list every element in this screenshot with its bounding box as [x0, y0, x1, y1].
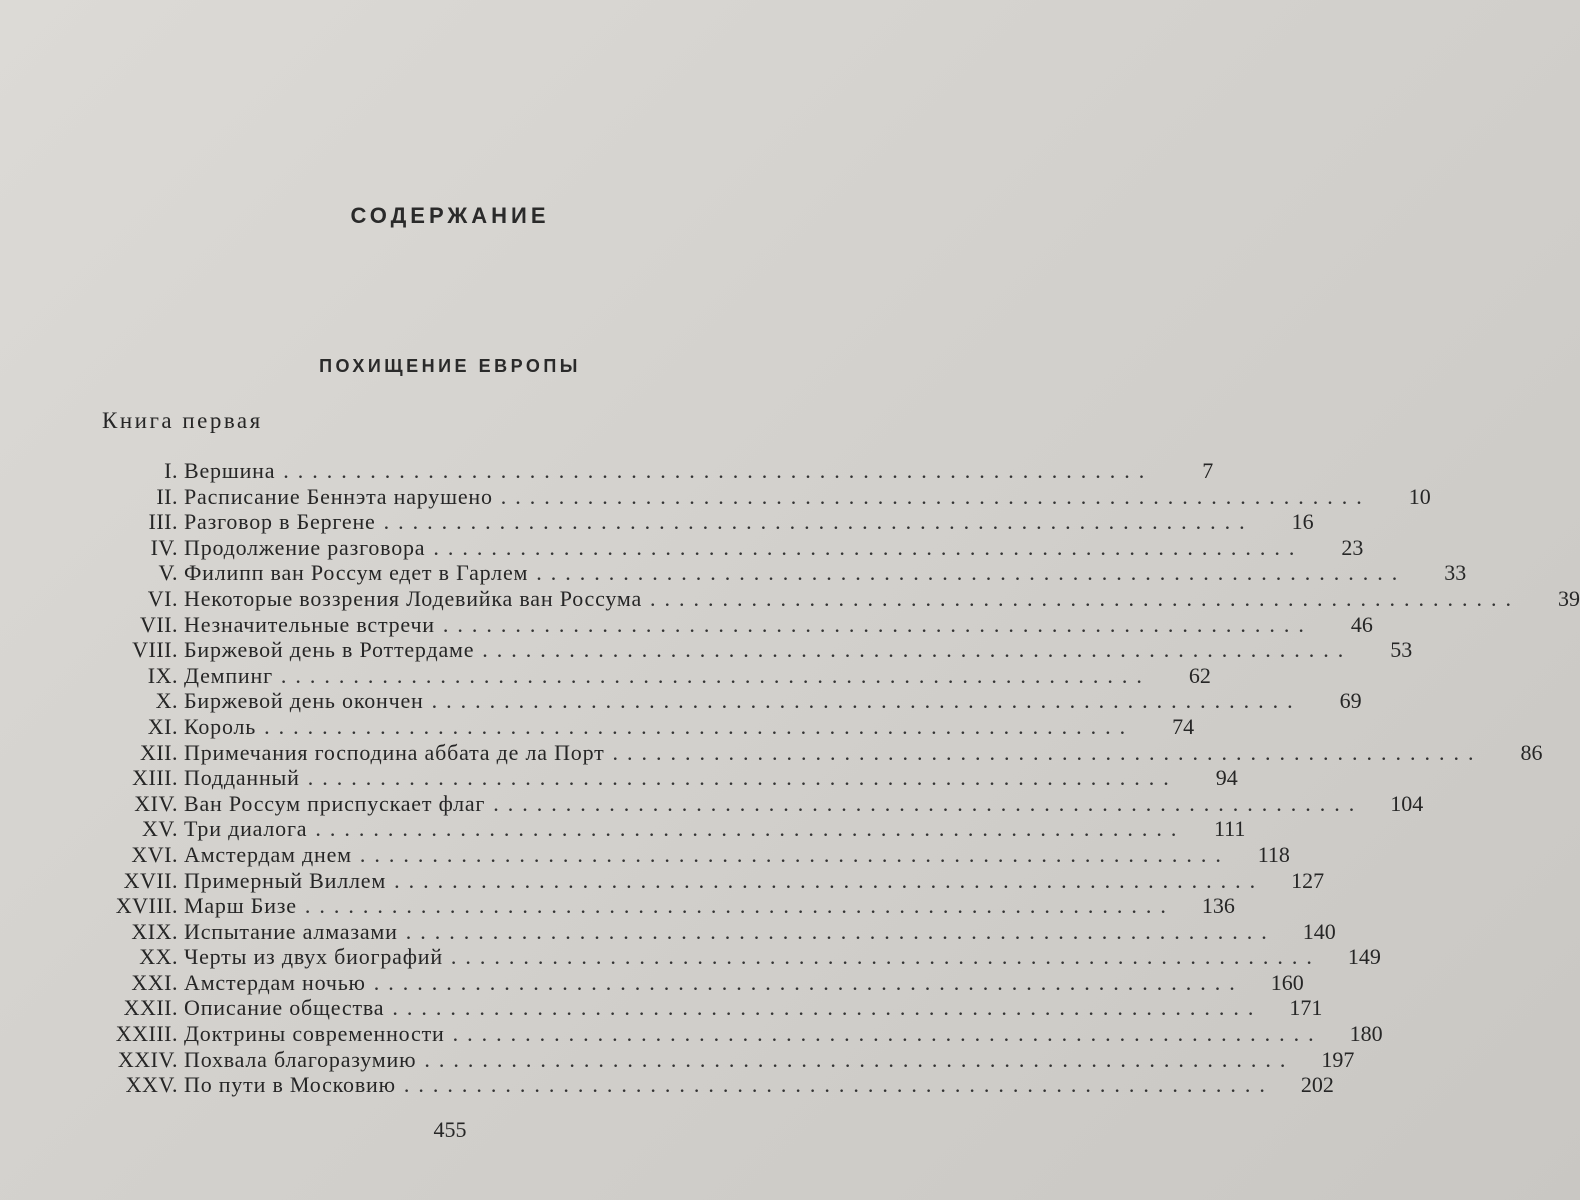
- dot-leader: ............................................................: [307, 765, 1178, 791]
- toc-entry: [80, 841, 1290, 868]
- chapter-number: XXV.: [125, 1072, 178, 1098]
- dot-leader: ............................................................: [500, 483, 1371, 509]
- chapter-page: 62: [1188, 662, 1211, 688]
- chapter-page: 104: [1390, 790, 1424, 816]
- chapter-title: Некоторые воззрения Лодевийка ван Россума: [184, 585, 643, 611]
- chapter-number: III.: [148, 509, 178, 535]
- chapter-page: 160: [1270, 969, 1304, 995]
- chapter-title: Черты из двух биографий: [184, 944, 443, 970]
- chapter-title: Три диалога: [184, 816, 308, 842]
- dot-leader: ............................................................: [442, 611, 1313, 637]
- chapter-number: VI.: [147, 585, 178, 611]
- chapter-title: Примерный Виллем: [184, 867, 387, 893]
- chapter-number: XVI.: [131, 841, 178, 867]
- chapter-page: 10: [1408, 483, 1431, 509]
- chapter-title: Примечания господина аббата де ла Порт: [184, 739, 605, 765]
- toc-entry: [80, 585, 1580, 612]
- toc-entry: [80, 509, 1314, 535]
- toc-entry: [80, 534, 1364, 561]
- chapter-page: 127: [1291, 867, 1325, 893]
- dot-leader: ............................................................: [392, 995, 1263, 1021]
- chapter-title: Биржевой день в Роттердаме: [184, 637, 475, 663]
- chapter-title: По пути в Московию: [184, 1072, 396, 1098]
- chapter-title: Демпинг: [184, 662, 273, 688]
- chapter-title: Биржевой день окончен: [184, 688, 424, 714]
- book-part-label: Книга первая: [102, 408, 263, 433]
- chapter-number: XXI.: [131, 969, 178, 995]
- chapter-number: XII.: [139, 739, 178, 765]
- chapter-number: XXIV.: [117, 1046, 178, 1072]
- chapter-title: Марш Бизе: [184, 893, 297, 919]
- chapter-page: 140: [1302, 918, 1336, 944]
- chapter-number: XVIII.: [115, 893, 178, 919]
- chapter-page: 111: [1214, 816, 1246, 842]
- chapter-number: X.: [155, 688, 178, 714]
- chapter-title: Филипп ван Россум едет в Гарлем: [184, 560, 529, 586]
- chapter-title: Продолжение разговора: [184, 534, 426, 560]
- chapter-title: Описание общества: [184, 995, 385, 1021]
- dot-leader: ............................................................: [304, 893, 1175, 919]
- toc-entry: [80, 483, 1431, 510]
- chapter-number: XVII.: [123, 867, 178, 893]
- chapter-number: XIX.: [131, 918, 178, 944]
- toc-entry: [80, 713, 1195, 740]
- dot-leader: ............................................................: [433, 534, 1304, 560]
- chapter-page: 23: [1341, 534, 1364, 560]
- toc-entry: [80, 1046, 1355, 1073]
- dot-leader: ............................................................: [280, 662, 1151, 688]
- toc-entry: [80, 458, 1214, 484]
- chapter-number: XV.: [142, 816, 178, 842]
- chapter-number: IX.: [147, 662, 178, 688]
- toc-entry: [80, 893, 1235, 919]
- chapter-page: 86: [1520, 739, 1543, 765]
- chapter-page: 180: [1349, 1021, 1383, 1047]
- chapter-title: Король: [184, 713, 257, 739]
- dot-leader: ............................................................: [650, 585, 1521, 611]
- chapter-page: 202: [1300, 1072, 1334, 1098]
- toc-entry: [80, 867, 1325, 894]
- chapter-page: 171: [1289, 995, 1323, 1021]
- chapter-page: 136: [1201, 893, 1235, 919]
- dot-leader: ............................................................: [405, 918, 1276, 944]
- chapter-number: I.: [164, 458, 178, 483]
- dot-leader: ............................................................: [431, 688, 1302, 714]
- chapter-title: Разговор в Бергене: [184, 509, 376, 535]
- table-of-contents: [80, 458, 1580, 1098]
- toc-entry: [80, 662, 1211, 689]
- chapter-page: 16: [1291, 509, 1314, 535]
- chapter-title: Расписание Беннэта нарушено: [184, 483, 493, 509]
- chapter-page: 149: [1347, 944, 1381, 970]
- toc-entry: [80, 1072, 1334, 1098]
- toc-entry: [80, 944, 1381, 970]
- chapter-page: 69: [1339, 688, 1362, 714]
- chapter-title: Вершина: [184, 458, 276, 483]
- chapter-number: XX.: [139, 944, 178, 970]
- chapter-number: XIV.: [134, 790, 178, 816]
- dot-leader: ............................................................: [612, 739, 1483, 765]
- chapter-title: Амстердам днем: [184, 841, 352, 867]
- chapter-number: IV.: [150, 534, 178, 560]
- toc-entry: [80, 918, 1336, 945]
- toc-entry: [80, 611, 1373, 638]
- contents-heading: СОДЕРЖАНИЕ: [350, 203, 550, 228]
- dot-leader: ............................................................: [283, 458, 1154, 483]
- chapter-title: Похвала благоразумию: [184, 1046, 417, 1072]
- toc-entry: [80, 560, 1467, 586]
- dot-leader: ............................................................: [424, 1046, 1295, 1072]
- chapter-number: XI.: [147, 713, 178, 739]
- chapter-title: Испытание алмазами: [184, 918, 398, 944]
- toc-entry: [80, 739, 1543, 766]
- toc-entry: [80, 816, 1246, 842]
- page-number: 455: [433, 1117, 467, 1142]
- chapter-number: XXIII.: [115, 1021, 178, 1047]
- toc-entry: [80, 969, 1304, 996]
- chapter-title: Амстердам ночью: [184, 969, 366, 995]
- chapter-page: 33: [1444, 560, 1467, 586]
- chapter-number: II.: [156, 483, 178, 509]
- toc-entry: [80, 637, 1413, 663]
- chapter-page: 94: [1215, 765, 1238, 791]
- chapter-number: V.: [158, 560, 178, 586]
- dot-leader: ............................................................: [264, 713, 1135, 739]
- dot-leader: ............................................................: [452, 1021, 1323, 1047]
- chapter-page: 39: [1558, 585, 1580, 611]
- dot-leader: ............................................................: [493, 790, 1364, 816]
- toc-entry: [80, 790, 1424, 817]
- dot-leader: ............................................................: [536, 560, 1407, 586]
- dot-leader: ............................................................: [394, 867, 1265, 893]
- dot-leader: ............................................................: [359, 841, 1230, 867]
- chapter-page: 118: [1257, 841, 1290, 867]
- chapter-title: Подданный: [184, 765, 300, 791]
- dot-leader: ............................................................: [450, 944, 1321, 970]
- chapter-page: 197: [1321, 1046, 1355, 1072]
- chapter-title: Ван Россум приспускает флаг: [184, 790, 486, 816]
- dot-leader: ............................................................: [482, 637, 1353, 663]
- dot-leader: ............................................................: [373, 969, 1244, 995]
- toc-entry: [80, 1021, 1383, 1047]
- work-title: ПОХИЩЕНИЕ ЕВРОПЫ: [319, 356, 581, 376]
- toc-entry: [80, 688, 1362, 714]
- chapter-number: VII.: [139, 611, 178, 637]
- chapter-page: 53: [1390, 637, 1413, 663]
- chapter-title: Доктрины современности: [184, 1021, 445, 1047]
- dot-leader: ............................................................: [383, 509, 1254, 535]
- chapter-number: XXII.: [123, 995, 178, 1021]
- chapter-title: Незначительные встречи: [184, 611, 435, 637]
- chapter-page: 74: [1172, 713, 1195, 739]
- chapter-page: 7: [1202, 458, 1214, 483]
- toc-entry: [80, 995, 1323, 1021]
- chapter-number: VIII.: [132, 637, 178, 663]
- toc-entry: [80, 765, 1238, 791]
- chapter-page: 46: [1350, 611, 1373, 637]
- dot-leader: ............................................................: [315, 816, 1186, 842]
- dot-leader: ............................................................: [403, 1072, 1274, 1098]
- chapter-number: XIII.: [132, 765, 178, 791]
